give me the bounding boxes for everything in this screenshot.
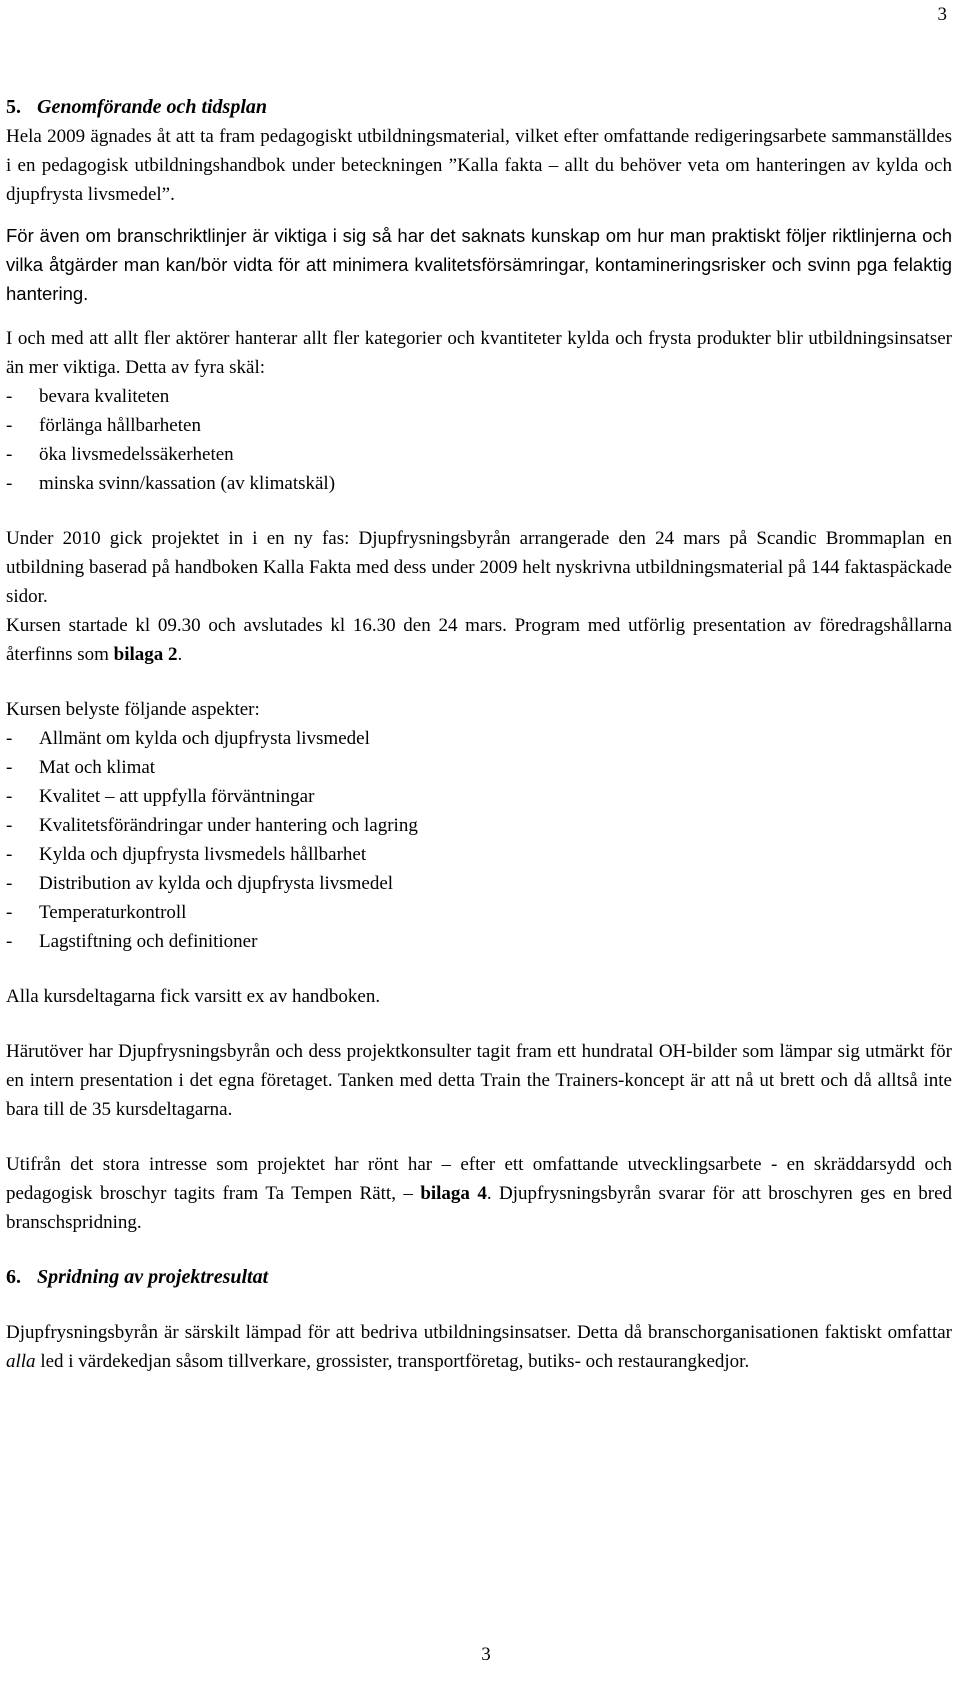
paragraph-oh-bilder: Härutöver har Djupfrysningsbyrån och dess projektkonsulter tagit fram ett hundratal OH-bilder som lämpar sig utmärkt för en intern presentation i det egna företaget. Tanken med detta Train the Trainers-koncept är att nå ut brett och då alltså inte bara till de 35 kursdeltagarna. [6, 1041, 952, 1120]
alla-emphasis: alla [6, 1351, 36, 1372]
page-number-top: 3 [937, 4, 947, 25]
section-6-title: Spridning av projektresultat [37, 1266, 269, 1288]
aspects-intro: Kursen belyste följande aspekter: [6, 699, 260, 720]
paragraph-aktorer: I och med att allt fler aktörer hanterar allt fler kategorier och kvantiteter kylda och frysta produkter blir utbildningsinsatser än mer viktiga. Detta av fyra skäl: [6, 328, 952, 378]
section-5-number: 5. [6, 96, 21, 118]
section-5-intro: Hela 2009 ägnades åt att ta fram pedagogiskt utbildningsmaterial, vilket efter omfattande redigeringsarbete sammanställdes i en pedagogisk utbildningshandbok under beteckningen ”Kalla fakta – allt du behöver veta om hanteringen av kylda och djupfrysta livsmedel”. [6, 126, 952, 205]
spridning-text: Djupfrysningsbyrån är särskilt lämpad för att bedriva utbildningsinsatser. Detta då branschorganisationen faktiskt omfattar [6, 1322, 952, 1343]
list-item: - Allmänt om kylda och djupfrysta livsmedel [6, 724, 952, 753]
page-number-bottom: 3 [481, 1644, 491, 1665]
paragraph-handboken: Alla kursdeltagarna fick varsitt ex av handboken. [6, 986, 381, 1007]
list-item: - öka livsmedelssäkerheten [6, 440, 952, 469]
spridning-end: led i värdekedjan såsom tillverkare, grossister, transportföretag, butiks- och restaurangkedjor. [35, 1351, 750, 1372]
list-item: - Distribution av kylda och djupfrysta livsmedel [6, 869, 952, 898]
list-item: - Kvalitet – att uppfylla förväntningar [6, 782, 952, 811]
list-item: - Lagstiftning och definitioner [6, 927, 952, 956]
paragraph-spridning [6, 1318, 952, 1376]
paragraph-kursen [6, 611, 952, 669]
section-6-number: 6. [6, 1266, 21, 1288]
reasons-list [6, 382, 952, 498]
list-item: - bevara kvaliteten [6, 382, 952, 411]
page-content [6, 93, 952, 1376]
bilaga-4-ref: bilaga 4 [420, 1183, 487, 1204]
kursen-end: . [177, 644, 183, 665]
list-item: - förlänga hållbarheten [6, 411, 952, 440]
kursen-text: Kursen startade kl 09.30 och avslutades kl 16.30 den 24 mars. Program med utförlig presentation av föredragshållarna återfinns som [6, 615, 952, 665]
list-item: - Temperaturkontroll [6, 898, 952, 927]
list-item: - Kylda och djupfrysta livsmedels hållbarhet [6, 840, 952, 869]
section-5-heading [6, 93, 952, 122]
section-5-title: Genomförande och tidsplan [37, 96, 268, 118]
paragraph-branschriktlinjer: För även om branschriktlinjer är viktiga i sig så har det saknats kunskap om hur man praktiskt följer riktlinjerna och vilka åtgärder man kan/bör vidta för att minimera kvalitetsförsämringar, kontamineringsrisker och svinn pga felaktig hantering. [6, 225, 952, 304]
broschyr-text: Utifrån det stora intresse som projektet har rönt har – efter ett omfattande utvecklingsarbete - en skräddarsydd och pedagogisk broschyr tagits fram Ta Tempen Rätt, – [6, 1154, 952, 1204]
aspects-list [6, 724, 952, 956]
broschyr-end: . Djupfrysningsbyrån svarar för att broschyren ges en bred branschspridning. [6, 1183, 952, 1233]
list-item: - minska svinn/kassation (av klimatskäl) [6, 469, 952, 498]
bilaga-2-ref: bilaga 2 [113, 644, 178, 665]
paragraph-ny-fas: Under 2010 gick projektet in i en ny fas: Djupfrysningsbyrån arrangerade den 24 mars på Scandic Brommaplan en utbildning baserad på handboken Kalla Fakta med dess under 2009 helt nyskrivna utbildningsmaterial på 144 faktaspäckade sidor. [6, 528, 952, 607]
list-item: - Kvalitetsförändringar under hantering och lagring [6, 811, 952, 840]
section-6-heading [6, 1263, 952, 1292]
list-item: - Mat och klimat [6, 753, 952, 782]
paragraph-broschyr [6, 1150, 952, 1237]
